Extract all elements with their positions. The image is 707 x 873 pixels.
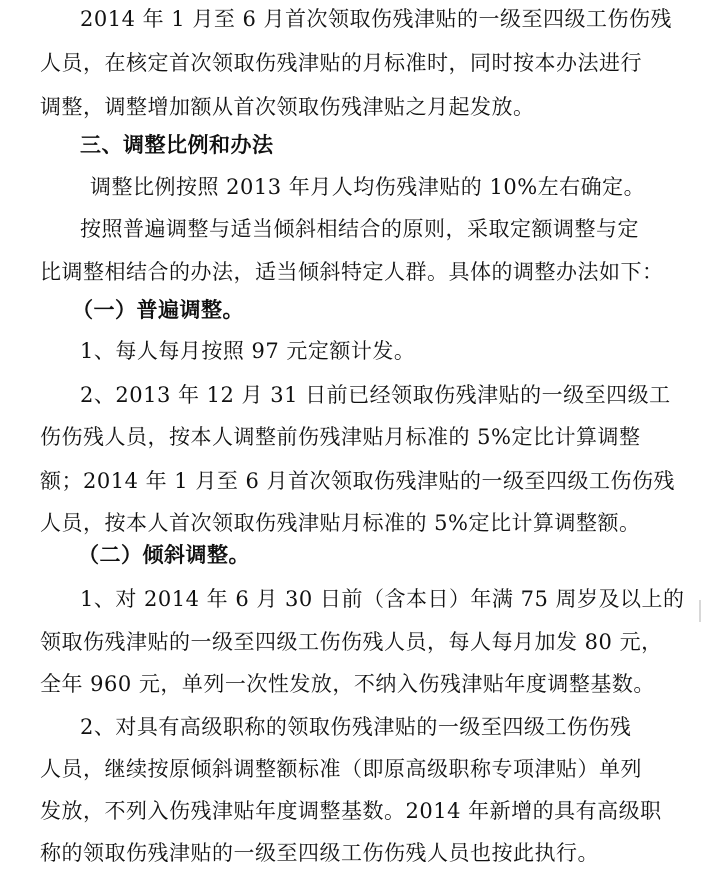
text-line: 额；2014 年 1 月至 6 月首次领取伤残津贴的一级至四级工伤伤残 (40, 469, 676, 493)
subsection-heading: （二）倾斜调整。 (78, 542, 250, 567)
text-line: 人员，在核定首次领取伤残津贴的月标准时，同时按本办法进行 (40, 51, 642, 75)
text-line: 1、对 2014 年 6 月 30 日前（含本日）年满 75 周岁及以上的 (80, 587, 685, 611)
text-line: 1、每人每月按照 97 元定额计发。 (80, 339, 416, 363)
text-line: 全年 960 元，单列一次性发放，不纳入伤残津贴年度调整基数。 (40, 672, 655, 696)
subsection-heading: （一）普遍调整。 (72, 297, 244, 322)
text-line: 调整比例按照 2013 年月人均伤残津贴的 10%左右确定。 (90, 175, 646, 199)
text-line: 称的领取伤残津贴的一级至四级工伤伤残人员也按此执行。 (40, 841, 599, 865)
text-line: 领取伤残津贴的一级至四级工伤伤残人员，每人每月加发 80 元， (40, 630, 663, 654)
text-line: 2、2013 年 12 月 31 日前已经领取伤残津贴的一级至四级工 (80, 383, 671, 407)
section-heading: 三、调整比例和办法 (80, 132, 274, 157)
text-line: 比调整相结合的办法，适当倾斜特定人群。具体的调整办法如下： (40, 260, 664, 284)
text-line: 人员，继续按原倾斜调整额标准（即原高级职称专项津贴）单列 (40, 757, 642, 781)
text-line: 按照普遍调整与适当倾斜相结合的原则，采取定额调整与定 (80, 217, 639, 241)
text-line: 发放，不列入伤残津贴年度调整基数。2014 年新增的具有高级职 (40, 799, 662, 823)
text-line: 伤伤残人员，按本人调整前伤残津贴月标准的 5%定比计算调整 (40, 425, 641, 449)
text-line: 2、对具有高级职称的领取伤残津贴的一级至四级工伤伤残 (80, 715, 632, 739)
text-line: 2014 年 1 月至 6 月首次领取伤残津贴的一级至四级工伤伤残 (80, 7, 673, 31)
text-line: 调整，调整增加额从首次领取伤残津贴之月起发放。 (40, 95, 535, 119)
scan-edge-mark (699, 600, 701, 622)
text-line: 人员，按本人首次领取伤残津贴月标准的 5%定比计算调整额。 (40, 511, 641, 535)
